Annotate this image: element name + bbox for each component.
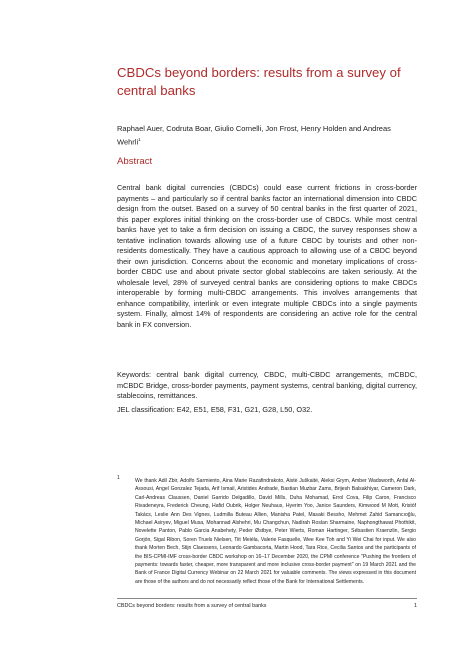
author-list [117,123,407,148]
keywords: Keywords: central bank digital currency, CBDC, multi-CBDC arrangements, mCBDC, mCBDC Bridge, cross-border payments, payment systems, central banking, digital currency, stablecoins, remittances. [117,370,417,400]
abstract-body: Central bank digital currencies (CBDCs) could ease current frictions in cross-border payments – and particularly so if central banks factor an international dimension into CBDC design from the outset. Based on a survey of 50 central banks in the first quarter of 2021, this paper explores initial thinking on the cross-border use of CBDCs. While most central banks have yet to take a firm decision on issuing a CBDC, the survey responses show a tentative inclination towards allowing use of a future CBDC by tourists and other non-residents domestically. They have a cautious approach to allowing use of a CBDC beyond their own jurisdiction. Concerns about the economic and monetary implications of cross-border CBDC use and about private sector global stablecoins are taken seriously. At the wholesale level, 28% of surveyed central banks are considering options to make CBDCs interoperable by forming multi-CBDC arrangements. This involves arrangements that enhance compatibility, interlink or even integrate multiple CBDCs into a single payments system. Finally, almost 14% of respondents are considering an active role for the central bank in FX conversion. [117,183,417,329]
abstract-heading: Abstract [117,156,153,167]
paper-title: CBDCs beyond borders: results from a survey of central banks [117,65,401,98]
footer-running-title: CBDCs beyond borders: results from a survey of central banks [117,603,267,609]
authors-text: Raphael Auer, Codruta Boar, Giulio Cornelli, Jon Frost, Henry Holden and Andreas Wehrli [117,124,391,147]
jel-classification: JEL classification: E42, E51, E58, F31, G21, G28, L50, O32. [117,405,313,414]
footer-divider [117,598,417,599]
page-number: 1 [414,603,417,609]
footnote-text: We thank Adil Zbir, Adolfo Sarmiento, Aina Marie Razafindrakoto, Aistė Juškaitė, Aleksi Grym, Amber Wadsworth, Anfal Al-Assousi, Angel Gonzalez Tejada, Arif Ismail, Aristides Andrade, Bastian Muzbar Zams, Brijesh Balsakhiyar, Cameron Dark, Carl-Andreas Claussen, Daniel Garrido Delgadillo, David Mills, Duha Mohamad, Errol Cova, Filip Caron, Francisco Rivadeneyra, Frederick Cheung, Hafid Oubrik, Holger Neuhaus, Hyerim Yoo, Janice Saunders, Kimwood M Mott, Kristóf Takács, Leslie Ann Des Vignes, Ludmilla Buteau Allien, Manisha Patel, Masaki Bessho, Mehmet Zahid Samancıoğlu, Michael Asiryev, Miguel Musa, Mohannad Alshehri, Mu Changchun, Nadirah Roslan Sharmaine, Naphongthawat Phothikit, Novelette Panton, Pablo Garcia Anabehety, Peder Østbye, Peter Wierts, Roman Hartinger, Sébastien Kraenzlin, Sergio Gorjón, Sigal Ribon, Soren Truels Nielsen, Tiit Meiéla, Valerie Fasquelle, Wee Kee Toh and Yi Wei Chai for input. We also thank Morten Bech, Stijn Claessens, Leonardo Gambacorta, Martin Hood, Tara Rice, Cecilia Santos and the participants of the BIS-CPMI-IMF cross-border CBDC workshop on 16–17 December 2020, the CPMI conference "Pushing the frontiers of payments: towards faster, cheaper, more transparent and more inclusive cross-border payment" on 19 March 2021 and the Bank of France Digital Currency Webinar on 22 March 2021 for valuable comments. The views expressed in this document are those of the authors and do not necessarily reflect those of the Bank for International Settlements. [135,478,416,585]
authors-footnote-mark: 1 [138,137,141,142]
footnote-mark: 1 [117,475,120,481]
